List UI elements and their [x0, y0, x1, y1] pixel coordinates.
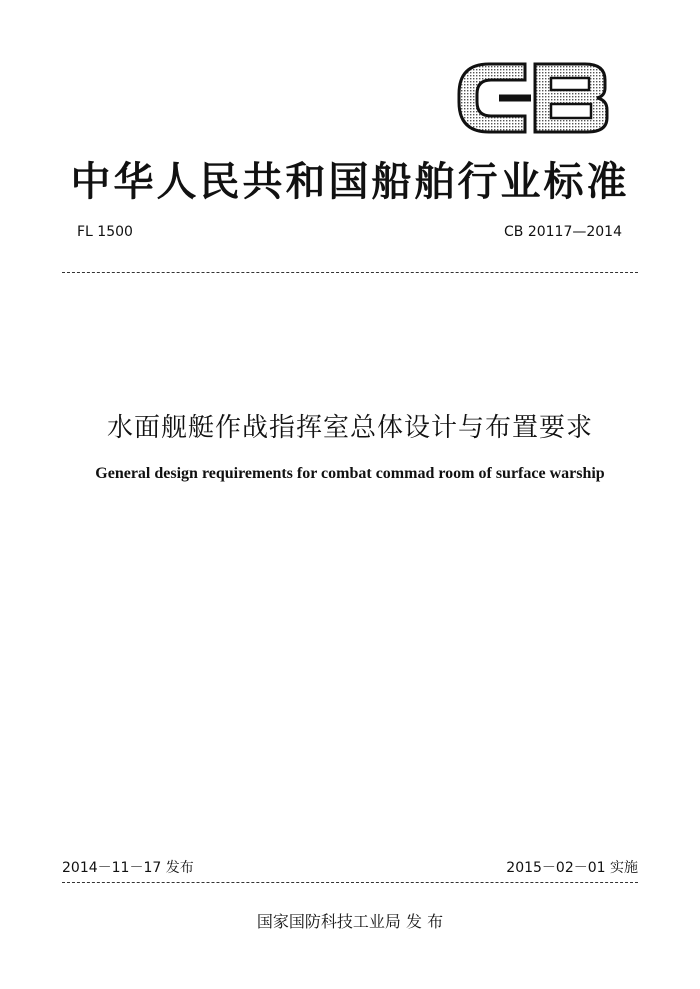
implementation-date: 2015－02－01 实施: [506, 860, 638, 876]
standard-number: CB 20117—2014: [504, 224, 622, 240]
standard-title: 中华人民共和国船舶行业标准: [70, 159, 630, 205]
bottom-divider: [62, 882, 638, 883]
top-divider: [62, 272, 638, 273]
document-title: 水面舰艇作战指挥室总体设计与布置要求: [106, 413, 593, 443]
publisher: 国家国防科技工业局 发 布: [256, 912, 444, 931]
classification-code: FL 1500: [77, 224, 133, 240]
cb-logo: [455, 60, 611, 136]
issue-date: 2014－11－17 发布: [62, 860, 194, 876]
document-subtitle-english: General design requirements for combat commad room of surface warship: [95, 465, 605, 482]
